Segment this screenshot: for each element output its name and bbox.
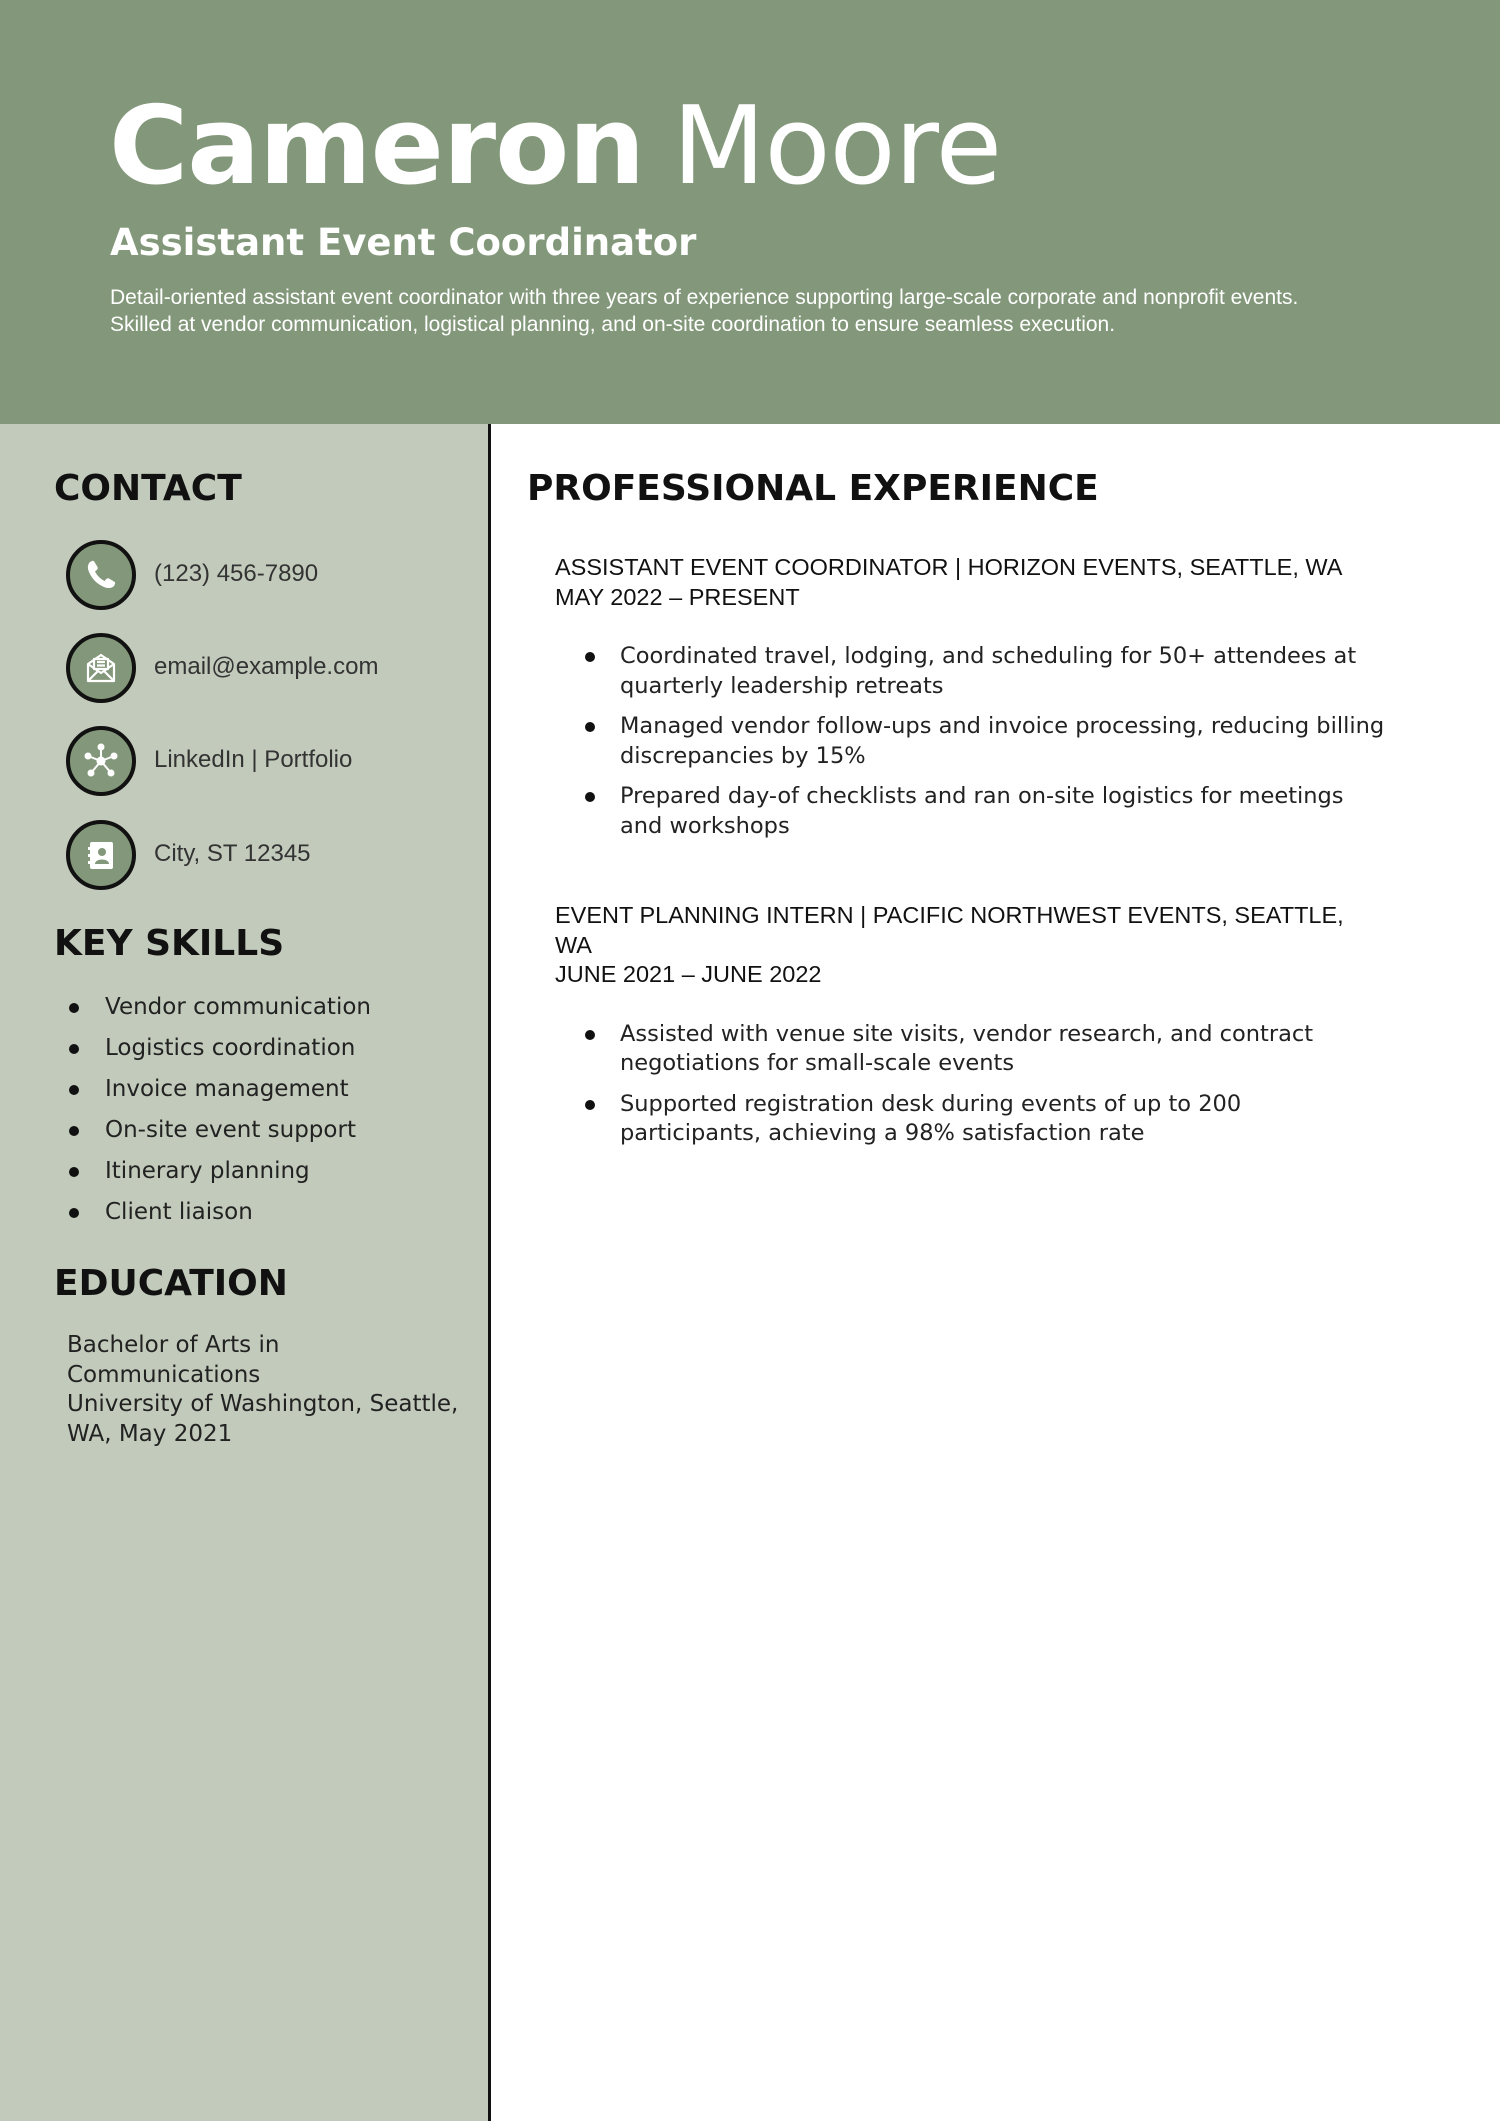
education-line: University of Washington, Seattle, (67, 1391, 459, 1417)
job-dates: MAY 2022 – PRESENT (555, 583, 800, 610)
job-bullet: Coordinated travel, lodging, and scheduling for 50+ attendees at quarterly leadership retreats (555, 642, 1385, 701)
job-entry (555, 553, 1385, 852)
skills-list (52, 987, 371, 1233)
skill-item: Invoice management (52, 1069, 371, 1110)
contact-phone (66, 540, 466, 610)
job-title-line: EVENT PLANNING INTERN | PACIFIC NORTHWEST EVENTS, SEATTLE, WA (555, 902, 1344, 958)
linkedin-portfolio-link[interactable]: LinkedIn | Portfolio (154, 746, 353, 773)
skills-heading: KEY SKILLS (54, 923, 285, 964)
job-bullet: Prepared day-of checklists and ran on-site logistics for meetings and workshops (555, 782, 1385, 841)
job-bullets (555, 1020, 1385, 1149)
phone-icon (66, 540, 136, 610)
contact-email (66, 633, 466, 703)
experience-heading: PROFESSIONAL EXPERIENCE (527, 468, 1099, 509)
network-icon (66, 726, 136, 796)
envelope-icon (66, 633, 136, 703)
skill-item: Itinerary planning (52, 1151, 371, 1192)
education-entry (67, 1331, 467, 1449)
skill-item: On-site event support (52, 1110, 371, 1151)
job-dates: JUNE 2021 – JUNE 2022 (555, 961, 822, 987)
header-banner (0, 0, 1500, 424)
job-entry (555, 901, 1385, 1160)
first-name: Cameron (109, 84, 645, 209)
job-title: Assistant Event Coordinator (110, 221, 697, 264)
column-divider (488, 424, 491, 2121)
job-bullet: Supported registration desk during events of up to 200 participants, achieving a 98% satisfaction rate (555, 1090, 1385, 1149)
professional-summary (110, 284, 1410, 338)
skill-item: Logistics coordination (52, 1028, 371, 1069)
job-bullet: Managed vendor follow-ups and invoice processing, reducing billing discrepancies by 15% (555, 712, 1385, 771)
skill-item: Vendor communication (52, 987, 371, 1028)
education-heading: EDUCATION (54, 1263, 288, 1304)
email-address[interactable]: email@example.com (154, 653, 379, 680)
education-line: Bachelor of Arts in (67, 1332, 280, 1358)
education-line: WA, May 2021 (67, 1420, 233, 1447)
job-title-line: ASSISTANT EVENT COORDINATOR | HORIZON EVENTS, SEATTLE, WA (555, 554, 1343, 580)
education-line: Communications (67, 1361, 261, 1388)
summary-line: Detail-oriented assistant event coordinator with three years of experience supporting large-scale corporate and nonprofit events. (110, 286, 1299, 309)
contact-heading: CONTACT (54, 468, 242, 509)
job-bullet: Assisted with venue site visits, vendor research, and contract negotiations for small-scale events (555, 1020, 1385, 1079)
skill-item: Client liaison (52, 1192, 371, 1233)
contact-card-icon (66, 820, 136, 890)
job-bullets (555, 642, 1385, 841)
location: City, ST 12345 (154, 840, 311, 867)
candidate-name (109, 82, 1001, 212)
contact-address (66, 820, 466, 890)
summary-line: Skilled at vendor communication, logistical planning, and on-site coordination to ensure seamless execution. (110, 313, 1116, 336)
contact-links (66, 726, 466, 796)
phone-number[interactable]: (123) 456-7890 (154, 560, 319, 587)
last-name: Moore (672, 84, 1002, 209)
